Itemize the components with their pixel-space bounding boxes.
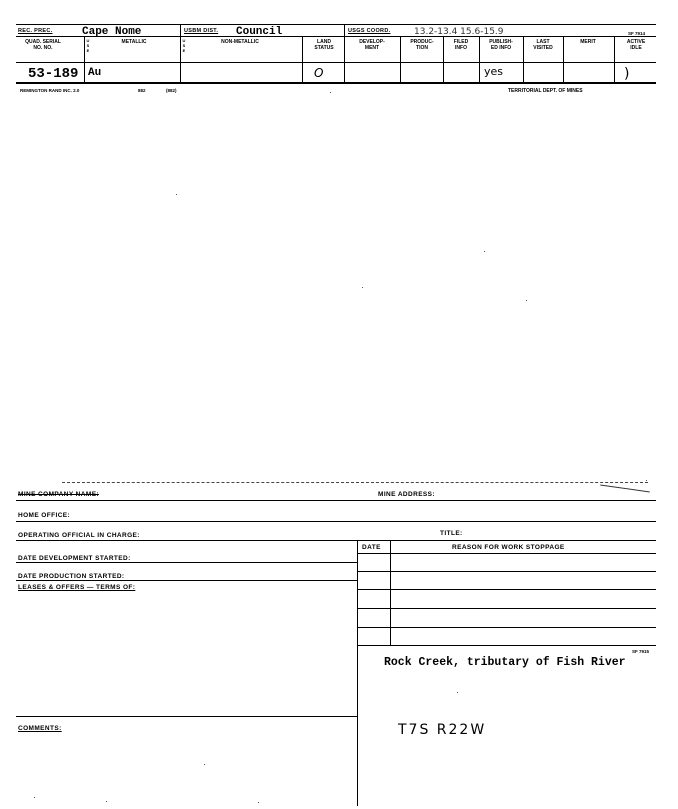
printer-code-paren: (882): [166, 88, 177, 93]
cut-line: [62, 482, 648, 483]
col-divider: [84, 36, 85, 82]
col-production: PRODUC- TION: [410, 39, 434, 51]
col-metallic: METALLIC: [121, 39, 147, 45]
speck: [34, 797, 35, 798]
table-row-rule: [357, 589, 656, 590]
table-left-border: [357, 540, 358, 806]
speck: [204, 764, 205, 765]
table-bottom-rule: [357, 645, 656, 646]
row-rule: [16, 562, 357, 563]
township-range: T7S R22W: [398, 722, 487, 738]
col-merit: MERIT: [580, 39, 596, 45]
col-published-info: PUBLISH- ED INFO: [489, 39, 513, 51]
speck: [106, 801, 107, 802]
row-rule: [16, 540, 656, 541]
caption-bottom-rule: [16, 62, 656, 63]
comments-label: COMMENTS:: [18, 725, 62, 732]
col-use-nonmetallic: U S E: [182, 38, 186, 53]
table-header-rule: [357, 553, 656, 554]
date-development-label: DATE DEVELOPMENT STARTED:: [18, 555, 131, 562]
row-rule: [16, 500, 656, 501]
table-date-divider: [390, 540, 391, 646]
serial-value: 53-189: [28, 66, 79, 82]
speck: [484, 251, 485, 252]
home-office-label: HOME OFFICE:: [18, 512, 71, 519]
speck: [646, 480, 647, 481]
header-top-rule: [16, 24, 656, 25]
header-divider: [180, 24, 181, 36]
col-divider: [302, 36, 303, 82]
published-info-value: yes: [484, 65, 504, 78]
cut-mark: [600, 485, 650, 493]
col-non-metallic: NON-METALLIC: [221, 39, 259, 45]
rec-prec-label: REC. PREC.: [18, 28, 53, 34]
reason-column-header: REASON FOR WORK STOPPAGE: [452, 544, 565, 551]
speck: [176, 194, 177, 195]
usbm-dist-label: USBM DIST.: [184, 28, 219, 34]
col-divider: [614, 36, 615, 82]
date-column-header: DATE: [362, 544, 381, 551]
mine-address-label: MINE ADDRESS:: [378, 491, 435, 498]
col-quad-serial: QUAD. SERIAL NO. NO.: [25, 39, 61, 51]
col-land-status: LAND STATUS: [314, 39, 334, 51]
comments-rule: [16, 716, 357, 717]
printer-code: 882: [138, 88, 146, 93]
usgs-coord-value: 13.2-13.4 15.6-15.9: [414, 27, 504, 37]
speck: [362, 287, 363, 288]
rec-prec-value: Cape Nome: [82, 26, 142, 38]
speck: [258, 802, 259, 803]
form-code: SF 7914: [628, 31, 646, 36]
leases-label: LEASES & OFFERS — TERMS OF:: [18, 584, 136, 591]
col-use-metallic: U S E: [86, 38, 90, 53]
header-divider: [344, 24, 345, 36]
land-status-value: O: [314, 66, 324, 80]
speck: [330, 92, 331, 93]
mine-company-name-label: MINE COMPANY NAME:: [18, 491, 99, 498]
col-development: DEVELOP- MENT: [359, 39, 385, 51]
printer-imprint: REMINGTON RAND INC. 2.0: [20, 88, 80, 93]
col-divider: [344, 36, 345, 82]
col-last-visited: LAST VISITED: [533, 39, 553, 51]
date-production-label: DATE PRODUCTION STARTED:: [18, 573, 125, 580]
table-row-rule: [357, 571, 656, 572]
usbm-dist-value: Council: [236, 26, 283, 38]
operating-official-label: OPERATING OFFICIAL IN CHARGE:: [18, 532, 140, 539]
record-bottom-rule: [16, 82, 656, 84]
dept-name: TERRITORIAL DEPT. OF MINES: [508, 88, 583, 94]
form-code-lower: SF 7915: [632, 649, 650, 654]
row-rule: [16, 521, 656, 522]
location-note: Rock Creek, tributary of Fish River: [384, 656, 626, 669]
speck: [526, 300, 527, 301]
metallic-value: Au: [88, 67, 102, 79]
col-active-idle: ACTIVE IDLE: [626, 39, 646, 51]
table-row-rule: [357, 608, 656, 609]
col-divider: [180, 36, 181, 82]
usgs-coord-label: USGS COORD.: [348, 28, 391, 34]
row-rule: [16, 580, 357, 581]
speck: [457, 692, 458, 693]
title-label: TITLE:: [440, 530, 463, 537]
active-idle-value: ): [624, 66, 630, 82]
table-row-rule: [357, 627, 656, 628]
col-filed-info: FILED INFO: [453, 39, 469, 51]
